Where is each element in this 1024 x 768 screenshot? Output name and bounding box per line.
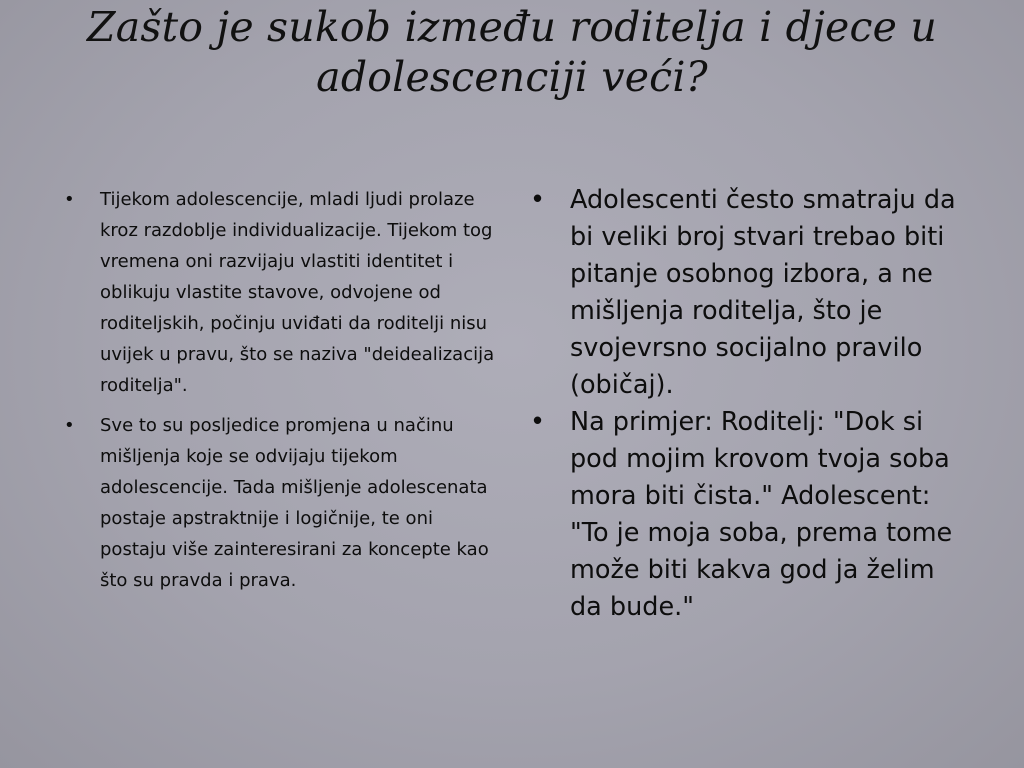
list-item [64, 410, 504, 596]
bullet-icon: • [64, 415, 75, 436]
list-item [530, 404, 974, 626]
left-bullet-list [64, 184, 504, 605]
right-bullet-list [530, 182, 974, 626]
list-item [64, 184, 504, 401]
list-item [530, 182, 974, 404]
list-item-text: Sve to su posljedice promjena u načinu mišljenja koje se odvijaju tijekom adolescencije. Tada mišljenje adolescenata postaje apstraktnije i logičnije, te oni postaju više zainteresirani za koncepte kao što su pravda i prava. [100, 415, 489, 591]
bullet-icon: • [530, 185, 546, 215]
bullet-icon: • [530, 407, 546, 437]
slide-title: Zašto je sukob između roditelja i djece u adolescenciji veći? [87, 3, 937, 101]
list-item-text: Tijekom adolescencije, mladi ljudi prolaze kroz razdoblje individualizacije. Tijekom tog vremena oni razvijaju vlastiti identitet i oblikuju vlastite stavove, odvojene od roditeljskih, počinju uviđati da roditelji nisu uvijek u pravu, što se naziva "deidealizacija roditelja". [100, 189, 495, 396]
list-item-text: Adolescenti često smatraju da bi veliki broj stvari trebao biti pitanje osobnog izbora, a ne mišljenja roditelja, što je svojevrsno socijalno pravilo (običaj). [570, 185, 956, 400]
list-item-text: Na primjer: Roditelj: "Dok si pod mojim krovom tvoja soba mora biti čista." Adolescent: "To je moja soba, prema tome može biti kakva god ja želim da bude." [570, 407, 953, 622]
bullet-icon: • [64, 189, 75, 210]
